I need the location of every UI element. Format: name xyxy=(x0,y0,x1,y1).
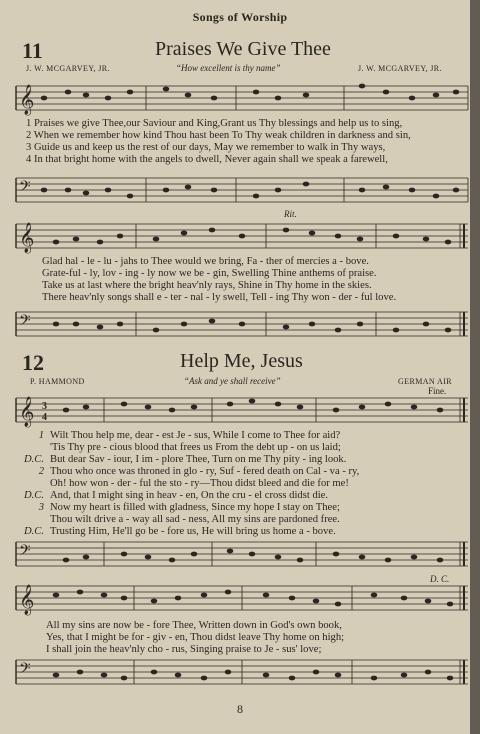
hymn-12-verse-line-3b: I shall join the heav'nly cho - rus, Singing praise to Je - sus' love; xyxy=(46,644,322,655)
svg-text:𝄢: 𝄢 xyxy=(19,312,31,333)
hymn-12-verse-line: Thou who once was throned in glo - ry, Suf - fered death on Cal - va - ry, xyxy=(50,466,360,477)
hymn-11-verse-line-3b: Take us at last where the bright heav'nly rays, Shine in Thy home in the skies. xyxy=(42,280,372,291)
hymn-12-author-left: P. HAMMOND xyxy=(30,377,85,386)
running-head: Songs of Worship xyxy=(192,10,288,24)
svg-text:4: 4 xyxy=(42,412,47,423)
hymn-12-verse-line: Thou wilt drive a - way all sad - ness, All my sins are pardoned free. xyxy=(50,514,340,525)
hymn-12-verse-line: 'Tis Thy pre - cious blood that frees us From the debt up - on us laid; xyxy=(50,442,341,453)
svg-text:𝄞: 𝄞 xyxy=(19,397,35,427)
hymn-11-number: 11 xyxy=(22,38,43,63)
svg-text:𝄢: 𝄢 xyxy=(19,542,31,563)
hymn-11-verse-line-2b: Grate-ful - ly, lov - ing - ly now we be - gin, Swelling Thine anthems of praise. xyxy=(42,268,377,279)
staff-h11-treble-2 xyxy=(16,216,468,256)
hymn-12-verse-label: 3 xyxy=(38,502,44,513)
svg-text:𝄞: 𝄞 xyxy=(19,223,35,253)
staff-h12-bass-1 xyxy=(16,536,468,576)
hymn-12-verse-line: Oh! how won - der - ful the sto - ry—Thou didst bleed and die for me! xyxy=(50,478,349,489)
hymn-12-verse-line: Trusting Him, He'll go be - fore us, He will bring us home a - bove. xyxy=(50,526,336,537)
hymn-12-dc-mark: D. C. xyxy=(430,574,450,584)
hymn-11-rit-mark: Rit. xyxy=(284,209,297,219)
hymn-12-verse-label: D.C. xyxy=(23,526,44,537)
hymn-11-verse-line-3a: 3 Guide us and keep us the rest of our days, May we remember to walk in Thy ways, xyxy=(26,142,386,153)
svg-text:𝄞: 𝄞 xyxy=(19,85,35,115)
hymn-12-author-right: GERMAN AIR xyxy=(398,377,453,386)
hymn-12-verse-line: Now my heart is filled with gladness, Since my hope I stay on Thee; xyxy=(50,502,340,513)
hymn-12-cue: “Ask and ye shall receive” xyxy=(184,376,281,386)
staff-h11-bass-2 xyxy=(16,304,468,344)
hymn-12-fine-mark: Fine. xyxy=(428,386,447,396)
svg-text:𝄢: 𝄢 xyxy=(19,660,31,681)
staff-h12-bass-2 xyxy=(16,654,468,694)
hymn-11-verse-line-1a: 1 Praises we give Thee,our Saviour and King,Grant us Thy blessings and help us to sing, xyxy=(26,118,403,129)
hymn-12-verse-label: D.C. xyxy=(23,490,44,501)
staff-h11-treble-1 xyxy=(16,78,468,118)
page-edge-shadow xyxy=(470,0,480,734)
hymn-12-title: Help Me, Jesus xyxy=(180,350,303,372)
hymn-11-author-right: J. W. MCGARVEY, JR. xyxy=(358,64,442,73)
hymn-11-verse-line-4a: 4 In that bright home with the angels to dwell, Never again shall we speak a farewell, xyxy=(26,154,388,165)
staff-h12-treble-2 xyxy=(16,580,468,620)
hymn-11-author-left: J. W. MCGARVEY, JR. xyxy=(26,64,110,73)
hymn-12-verse-label: D.C. xyxy=(23,454,44,465)
hymn-12-verse-label: 2 xyxy=(38,466,44,477)
hymn-12-verse-line: Wilt Thou help me, dear - est Je - sus, While I come to Thee for aid? xyxy=(50,430,341,441)
hymn-12-verse-line: But dear Sav - iour, I im - plore Thee, Turn on me Thy pity - ing look. xyxy=(50,454,347,465)
hymn-11-cue: “How excellent is thy name” xyxy=(176,63,281,73)
hymn-11-verse-line-1b: Glad hal - le - lu - jahs to Thee would we bring, Fa - ther of mercies a - bove. xyxy=(42,256,369,267)
hymn-11-verse-line-4b: There heav'nly songs shall e - ter - nal - ly swell, Tell - ing Thy won - der - ful love. xyxy=(42,292,397,303)
staff-h11-bass-1 xyxy=(16,170,468,210)
svg-text:3: 3 xyxy=(42,401,47,412)
hymn-12-verse-label: 1 xyxy=(38,430,44,441)
hymn-11-title: Praises We Give Thee xyxy=(155,38,331,60)
hymn-12-number: 12 xyxy=(22,350,44,375)
page-number: 8 xyxy=(237,702,243,716)
staff-h12-treble-1 xyxy=(16,392,468,432)
svg-text:𝄢: 𝄢 xyxy=(19,178,31,199)
hymn-12-verse-line-2b: Yes, that I might be for - giv - en, Thou didst leave Thy home on high; xyxy=(46,632,345,643)
hymn-11-verse-line-2a: 2 When we remember how kind Thou hast been To Thy weak children in darkness and sin, xyxy=(26,130,411,141)
svg-text:𝄞: 𝄞 xyxy=(19,585,35,615)
hymn-12-verse-line-1b: All my sins are now be - fore Thee, Written down in God's own book, xyxy=(46,620,342,631)
hymn-12-verse-line: And, that I might sing in heav - en, On the cru - el cross didst die. xyxy=(50,490,329,501)
